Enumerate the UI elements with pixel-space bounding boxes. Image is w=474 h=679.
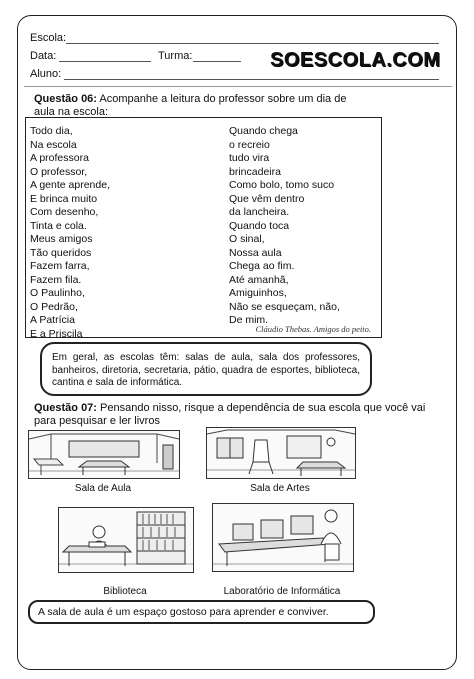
poem-line: Não se esqueçam, não, xyxy=(229,300,340,313)
date-label: Data: xyxy=(30,50,57,62)
question-7-text: Pensando nisso, risque a dependência de sua escola que você vai para pesquisar e ler livros xyxy=(34,402,426,427)
poem-line: Até amanhã, xyxy=(229,273,289,286)
poem-line: E brinca muito xyxy=(30,192,98,205)
header-divider xyxy=(24,86,452,87)
poem-line: Amiguinhos, xyxy=(229,287,287,299)
poem-line: o recreio xyxy=(229,138,270,151)
poem-line: O Paulinho, xyxy=(30,287,85,299)
poem-line: tudo vira xyxy=(229,152,270,164)
poem-line: Como bolo, tomo suco xyxy=(229,179,335,191)
question-6-text: Acompanhe a leitura do professor sobre um dia de aula na escola: xyxy=(34,93,347,118)
poem-credit: Cláudio Thebas. Amigos do peito. xyxy=(255,324,371,334)
computer-lab-illustration[interactable] xyxy=(212,503,354,572)
school-field[interactable] xyxy=(66,43,439,44)
question-6-prompt xyxy=(34,93,364,119)
school-spaces-info-box: Em geral, as escolas têm: salas de aula, sala dos professores, banheiros, diretoria, secretaria, pátio, quadra de esportes, biblioteca, cantina e sala de informática. xyxy=(40,342,372,396)
question-6-number: Questão 06: xyxy=(34,93,97,105)
classroom-caption: Sala de Aula xyxy=(74,483,132,494)
poem-line: A professora xyxy=(30,152,89,164)
computer-lab-caption: Laboratório de Informática xyxy=(223,586,341,597)
poem-line: Com desenho, xyxy=(30,206,99,218)
poem-line: O Pedrão, xyxy=(30,300,78,313)
poem-line: Meus amigos xyxy=(30,233,93,245)
poem-line: Que vêm dentro xyxy=(229,192,305,205)
classroom-illustration[interactable] xyxy=(28,430,180,479)
poem-line: Nossa aula xyxy=(229,246,282,259)
student-label: Aluno: xyxy=(30,68,62,80)
site-logo: SOESCOLA.COM xyxy=(270,49,441,71)
library-illustration[interactable] xyxy=(58,507,194,573)
school-label: Escola: xyxy=(30,32,67,44)
date-field[interactable] xyxy=(59,61,151,62)
poem-line: O sinal, xyxy=(229,233,265,245)
question-7-prompt xyxy=(34,402,434,427)
class-field[interactable] xyxy=(193,61,241,62)
poem-line: A Patrícia xyxy=(30,314,75,326)
poem-line: Fazem farra, xyxy=(30,260,90,272)
poem-line: Na escola xyxy=(30,138,77,151)
poem-line: Todo dia, xyxy=(30,125,73,137)
poem-left-column xyxy=(30,125,110,341)
poem-line: Fazem fila. xyxy=(30,273,82,286)
library-caption: Biblioteca xyxy=(103,586,147,597)
poem-line: Quando toca xyxy=(229,219,290,232)
art-room-caption: Sala de Artes xyxy=(250,483,310,494)
poem-line: brincadeira xyxy=(229,165,281,178)
poem-line: Tinta e cola. xyxy=(30,219,87,232)
poem-line: da lancheira. xyxy=(229,206,290,218)
art-room-illustration[interactable] xyxy=(206,427,356,479)
student-field[interactable] xyxy=(64,79,439,80)
footer-message-box: A sala de aula é um espaço gostoso para aprender e conviver. xyxy=(28,600,375,624)
poem-line: Tão queridos xyxy=(30,246,92,259)
poem-line: Chega ao fim. xyxy=(229,260,295,272)
poem-box xyxy=(25,117,382,338)
poem-line: De mim. xyxy=(229,314,269,326)
poem-line: O professor, xyxy=(30,165,88,178)
poem-right-column xyxy=(229,125,340,328)
poem-line: A gente aprende, xyxy=(30,179,110,191)
class-label: Turma: xyxy=(158,50,193,62)
question-7-number: Questão 07: xyxy=(34,402,97,414)
poem-line: Quando chega xyxy=(229,125,298,137)
poem-line: E a Priscila xyxy=(30,327,83,340)
